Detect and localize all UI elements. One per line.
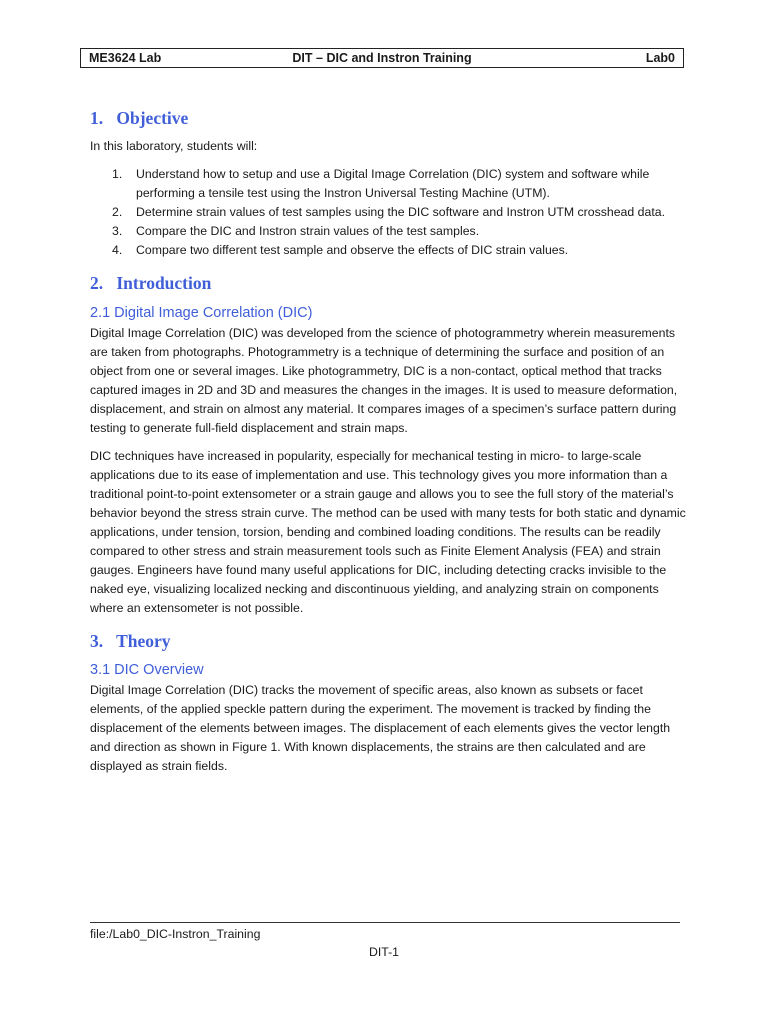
section-title: Theory <box>116 631 171 651</box>
list-item-text: Determine strain values of test samples using the DIC software and Instron UTM crosshead data. <box>136 205 666 219</box>
subsection-heading-dic-overview: 3.1 DIC Overview <box>90 662 204 678</box>
section-heading-objective <box>90 107 188 129</box>
section-number: 1. <box>90 108 104 128</box>
list-item-text: Compare two different test sample and observe the effects of DIC strain values. <box>136 243 569 257</box>
list-item-number: 1. <box>112 167 123 181</box>
running-header <box>80 48 684 68</box>
list-item-number: 2. <box>112 205 123 219</box>
header-lab-number: Lab0 <box>645 51 675 65</box>
header-course: ME3624 Lab <box>89 51 162 65</box>
section-heading-introduction <box>90 272 211 294</box>
section-title: Introduction <box>116 273 212 293</box>
introduction-paragraph-1: Digital Image Correlation (DIC) was developed from the science of photogrammetry wherein measurements are taken from photographs. Photogrammetry is a technique of determining the surface and position of an object from one or several images. Like photogrammetry, DIC is a non-contact, optical method that tracks captured images in 2D and 3D and measures the changes in the images. It is used to measure deformation, displacement, and strain on almost any material. It compares images of a specimen’s surface pattern during testing to generate full-field displacement and strain maps. <box>90 326 678 435</box>
list-item <box>112 165 672 203</box>
page-number: DIT-1 <box>368 945 400 959</box>
subsection-heading-dic: 2.1 Digital Image Correlation (DIC) <box>90 305 313 321</box>
objective-intro: In this laboratory, students will: <box>90 139 258 153</box>
theory-paragraph-1: Digital Image Correlation (DIC) tracks the movement of specific areas, also known as subsets or facet elements, of the applied speckle pattern during the experiment. The movement is tracked by finding the displacement of the elements between images. The displacement of each elements gives the vector length and direction as shown in Figure 1. With known displacements, the strains are then calculated and are displayed as strain fields. <box>90 683 671 773</box>
list-item-number: 3. <box>112 224 123 238</box>
header-title: DIT – DIC and Instron Training <box>292 51 472 65</box>
section-number: 2. <box>90 273 104 293</box>
list-item <box>112 241 672 260</box>
footer-file-path: file:/Lab0_DIC-Instron_Training <box>90 927 261 941</box>
footer-divider <box>90 922 680 923</box>
objective-list <box>112 165 672 260</box>
list-item-text: Compare the DIC and Instron strain values of the test samples. <box>136 224 480 238</box>
list-item-text: Understand how to setup and use a Digital Image Correlation (DIC) system and software while performing a tensile test using the Instron Universal Testing Machine (UTM). <box>136 167 650 200</box>
list-item <box>112 203 672 222</box>
introduction-paragraph-2: DIC techniques have increased in popularity, especially for mechanical testing in micro- to large-scale applications due to its ease of implementation and use. This technology gives you more information than a traditional point-to-point extensometer or a strain gauge and allows you to see the full story of the material’s behavior beyond the stress strain curve. The method can be used with many tests for both static and dynamic applications, under tension, torsion, bending and combined loading conditions. The results can be readily compared to other stress and strain measurement tools such as Finite Element Analysis (FEA) and strain gauges. Engineers have found many useful applications for DIC, including detecting cracks invisible to the naked eye, visualizing localized necking and discontinuous yielding, and analyzing strain on components where an extensometer is not possible. <box>90 449 686 615</box>
list-item-number: 4. <box>112 243 123 257</box>
section-heading-theory <box>90 630 171 652</box>
list-item <box>112 222 672 241</box>
section-number: 3. <box>90 631 104 651</box>
section-title: Objective <box>116 108 189 128</box>
